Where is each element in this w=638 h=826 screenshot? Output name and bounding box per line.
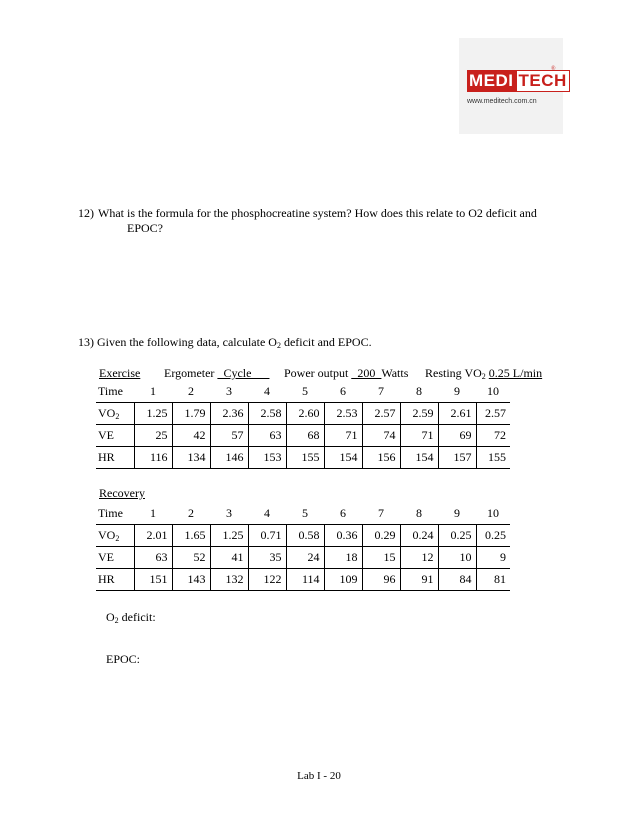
time-cell: 5 (286, 503, 324, 525)
table-cell: 24 (286, 547, 324, 569)
time-cell: 7 (362, 503, 400, 525)
question-12-line1: What is the formula for the phosphocreatine system? How does this relate to O2 deficit and (98, 206, 537, 220)
time-cell: 8 (400, 503, 438, 525)
table-cell: 25 (134, 425, 172, 447)
registered-mark: ® (551, 66, 556, 72)
table-cell: 1.65 (172, 525, 210, 547)
table-cell: 134 (172, 447, 210, 469)
table-cell: 52 (172, 547, 210, 569)
table-cell: 154 (324, 447, 362, 469)
table-cell: 151 (134, 569, 172, 591)
table-cell: 63 (248, 425, 286, 447)
table-row (96, 525, 510, 547)
table-cell: 0.58 (286, 525, 324, 547)
table-cell: 42 (172, 425, 210, 447)
table-cell: 0.25 (438, 525, 476, 547)
table-cell: 9 (476, 547, 510, 569)
time-label: Time (96, 381, 134, 403)
ergometer-line: Ergometer _Cycle___ (164, 366, 270, 380)
table-cell: 10 (438, 547, 476, 569)
table-cell: 132 (210, 569, 248, 591)
power-output-line: Power output _200_Watts (284, 366, 409, 380)
time-cell: 10 (476, 381, 510, 403)
time-cell: 9 (438, 503, 476, 525)
exercise-data-table (96, 381, 510, 469)
table-cell: 63 (134, 547, 172, 569)
table-cell: 114 (286, 569, 324, 591)
table-cell: 143 (172, 569, 210, 591)
time-cell: 4 (248, 503, 286, 525)
table-cell: 109 (324, 569, 362, 591)
table-cell: 2.61 (438, 403, 476, 425)
time-cell: 3 (210, 503, 248, 525)
time-cell: 1 (134, 503, 172, 525)
row-label: VE (96, 547, 134, 569)
time-cell: 2 (172, 381, 210, 403)
recovery-label: Recovery (99, 486, 145, 500)
table-cell: 2.01 (134, 525, 172, 547)
exercise-label: Exercise (99, 366, 141, 380)
time-cell: 5 (286, 381, 324, 403)
table-cell: 2.58 (248, 403, 286, 425)
logo-url: www.meditech.com.cn (467, 98, 537, 105)
table-cell: 122 (248, 569, 286, 591)
table-row (96, 447, 510, 469)
question-13-text: Given the following data, calculate $O_2$ deficit and EPOC. (97, 335, 372, 350)
logo-medi: MEDI (469, 71, 514, 90)
table-cell: 1.79 (172, 403, 210, 425)
table-cell: 84 (438, 569, 476, 591)
table-cell: 96 (362, 569, 400, 591)
recovery-time-row (96, 503, 510, 525)
row-label: HR (96, 447, 134, 469)
time-cell: 9 (438, 381, 476, 403)
logo-tech: TECH (516, 70, 570, 92)
page-footer: Lab I - 20 (297, 770, 341, 782)
table-cell: 71 (324, 425, 362, 447)
table-row (96, 425, 510, 447)
table-cell: 2.53 (324, 403, 362, 425)
time-label: Time (96, 503, 134, 525)
time-cell: 3 (210, 381, 248, 403)
row-label: HR (96, 569, 134, 591)
table-cell: 2.36 (210, 403, 248, 425)
o2-deficit-prompt: $O_2$ deficit: (106, 610, 156, 625)
table-cell: 146 (210, 447, 248, 469)
time-cell: 6 (324, 381, 362, 403)
resting-vo2-line: Resting $VO_2$ 0.25 L/min (425, 366, 543, 381)
table-cell: 0.71 (248, 525, 286, 547)
table-cell: 154 (400, 447, 438, 469)
time-cell: 8 (400, 381, 438, 403)
row-label: $VO_2$ (96, 525, 134, 547)
table-cell: 153 (248, 447, 286, 469)
table-cell: 155 (286, 447, 324, 469)
table-cell: 2.57 (362, 403, 400, 425)
table-cell: 15 (362, 547, 400, 569)
table-cell: 57 (210, 425, 248, 447)
table-cell: 157 (438, 447, 476, 469)
row-label: VE (96, 425, 134, 447)
question-12-number: 12) (78, 206, 94, 220)
table-cell: 35 (248, 547, 286, 569)
time-cell: 4 (248, 381, 286, 403)
table-cell: 74 (362, 425, 400, 447)
time-cell: 10 (476, 503, 510, 525)
question-12-line2: EPOC? (127, 221, 163, 235)
table-cell: 0.36 (324, 525, 362, 547)
table-cell: 18 (324, 547, 362, 569)
table-cell: 1.25 (134, 403, 172, 425)
recovery-data-table (96, 503, 510, 591)
time-cell: 1 (134, 381, 172, 403)
time-cell: 6 (324, 503, 362, 525)
epoc-prompt: EPOC: (106, 652, 141, 666)
question-13-number: 13) (78, 335, 94, 349)
table-cell: 2.60 (286, 403, 324, 425)
table-row (96, 569, 510, 591)
table-cell: 155 (476, 447, 510, 469)
table-cell: 91 (400, 569, 438, 591)
table-cell: 81 (476, 569, 510, 591)
table-cell: 71 (400, 425, 438, 447)
time-cell: 2 (172, 503, 210, 525)
table-cell: 0.25 (476, 525, 510, 547)
exercise-time-row (96, 381, 510, 403)
table-cell: 2.59 (400, 403, 438, 425)
row-label: $VO_2$ (96, 403, 134, 425)
table-cell: 2.57 (476, 403, 510, 425)
table-row (96, 547, 510, 569)
table-cell: 68 (286, 425, 324, 447)
table-cell: 116 (134, 447, 172, 469)
table-cell: 72 (476, 425, 510, 447)
time-cell: 7 (362, 381, 400, 403)
table-cell: 156 (362, 447, 400, 469)
meditech-logo (459, 38, 567, 134)
table-cell: 1.25 (210, 525, 248, 547)
table-cell: 12 (400, 547, 438, 569)
logo-wordmark (467, 70, 570, 92)
table-row (96, 403, 510, 425)
table-cell: 0.24 (400, 525, 438, 547)
table-cell: 41 (210, 547, 248, 569)
table-cell: 0.29 (362, 525, 400, 547)
table-cell: 69 (438, 425, 476, 447)
